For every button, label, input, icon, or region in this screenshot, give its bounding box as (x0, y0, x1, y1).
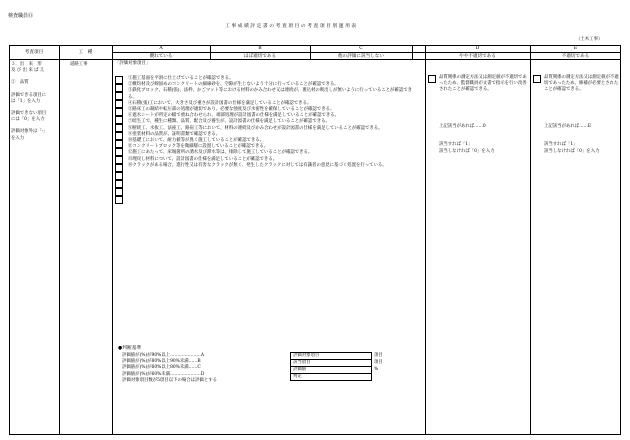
eval-item: ④石積(張)工において、大きさ及び重さが設計図書の仕様を満足していることが確認できる。 (128, 100, 312, 106)
checkbox-item-8[interactable] (115, 140, 123, 148)
col-header-a-letter: A (159, 46, 163, 51)
d-calc-2: 該当すれば「1」 (439, 142, 473, 147)
d-description: 品質関係の測定方法又は測定値が不適切であったため、監督職員が文書で指示を行い改善されたことが確認できる。 (439, 75, 527, 93)
checkbox-item-1[interactable] (115, 76, 123, 84)
checkbox-item-2[interactable] (115, 84, 123, 92)
summary-unit: 項目 (374, 360, 383, 365)
criteria-list (122, 353, 282, 384)
summary-row (291, 367, 386, 374)
criteria-line: 評価値が(%)が60%未満…………………D (122, 371, 205, 377)
checkbox-item-11[interactable] (115, 172, 123, 180)
eval-item: ⑭クラックがある場合、進行性又は有害なクラックが無く、発生したクラックに対しては有識者の意見に基づく処置を行っている。 (128, 162, 387, 168)
summary-label: 評価値 (291, 367, 372, 374)
e-description: 品質関係の測定方法又は測定値が不適切であったため、修補が必要とされたことが確認できる。 (544, 75, 619, 93)
checkbox-item-14[interactable] (115, 196, 123, 204)
checkbox-item-12[interactable] (115, 180, 123, 188)
page-title: 工 事 成 績 評 定 書 の 考 査 項 目 の 考 査 項 目 別 運 用 表 (225, 24, 357, 29)
note-line: 評価対象外は「-」 (11, 129, 48, 135)
col-header-d-desc: やや不適切である (459, 54, 496, 59)
left-notes (11, 62, 57, 142)
summary-label: 判定 (291, 374, 372, 381)
checkbox-d[interactable] (428, 75, 436, 83)
eval-item: ⑧断続工、水抜工、法座工、路肩工等において、材料の連続及びかみ合わせが設計図書の仕様を満足していることが確認できる。 (128, 125, 383, 131)
summary-unit: % (374, 367, 379, 372)
col-header-c-letter: C (359, 46, 363, 51)
checkbox-item-8b[interactable] (115, 148, 123, 156)
checkbox-e[interactable] (533, 75, 541, 83)
checkbox-item-6[interactable] (115, 124, 123, 132)
eval-item: ②敷均材及び締固めのコンクリートの細線砂を、空隙が生じないよう十分に行っていることが確認できる。 (128, 82, 339, 88)
eval-item: ⑨塗装材料の品質が、証明書類で確認できる。 (128, 131, 221, 137)
d-calc-1: 上記該当があれば……0 (439, 124, 486, 129)
col-header-a-desc: 優れている (149, 54, 173, 59)
category-label: （土木工事） (576, 37, 603, 42)
eval-item: ⑤路床工の凝結や転圧部の処理が適切であり、必要な強度及び水密性を確保していることが確認できる。 (128, 107, 335, 113)
note-line: 評価できない項目 (11, 111, 47, 117)
summary-label: 該当項目 (291, 360, 372, 367)
eval-item: ⑪コンクリートブロック等を微細層に設置していることが確認できる。 (128, 144, 269, 150)
e-calc-2: 該当すれば「1」 (544, 142, 578, 147)
eval-header: 「評価対象項目」 (115, 61, 151, 66)
criteria-line: 評価値が(%)が80%以上90%未満……B (122, 359, 201, 365)
note-line: は「1」を入力 (11, 98, 41, 104)
checkbox-item-3[interactable] (115, 92, 123, 100)
note-line: には「0」を入力 (11, 117, 45, 123)
summary-unit: 項目 (374, 353, 383, 358)
criteria-heading: ●判断基準 (118, 346, 142, 351)
checkbox-item-13[interactable] (115, 188, 123, 196)
col-header-e-letter: E (573, 46, 578, 51)
eval-item: ⑬埋戻し材料について、設計図書の仕様を満足していることが確認できる。 (128, 156, 278, 162)
criteria-line: 評価値が(%)が60%以上80%未満……C (122, 365, 201, 371)
summary-label: 評価対象項目 (291, 353, 372, 360)
checkbox-item-5[interactable] (115, 116, 123, 124)
col-header-d-letter: D (475, 46, 480, 51)
d-calc-3: 該当しなければ「0」を入力 (439, 149, 495, 154)
eval-item: ⑫施工にあたって、床堀箇所の湧水及び滞水等は、排除して施工していることが確認できる。 (128, 150, 313, 156)
note-line: ３．出 来 形 (11, 62, 42, 67)
criteria-line: 評価対象項目数が5項目以下の場合は評価とする (122, 377, 217, 383)
col-header-c-desc: 他の評価に該当しない (338, 54, 384, 59)
checkbox-item-4[interactable] (115, 108, 123, 116)
eval-item: ⑦暗生工で、種生に種類、品質、配合及び養生が、設計図書の仕様を満足していることが確認できる。 (128, 119, 330, 125)
summary-row (291, 374, 386, 381)
note-line: 及 び 出 来 ば え (11, 68, 45, 74)
eval-item: ⑩基礎工において、耐力値等が異く施工していることが確認できる。 (128, 138, 265, 144)
col-header-b-letter: B (258, 46, 262, 51)
eval-item: ①施工基面を平滑に仕上げていることが確認できる。 (128, 76, 234, 81)
checkbox-item-9[interactable] (115, 156, 123, 164)
col-header-e-desc: 不適切である (561, 54, 590, 59)
summary-row (291, 360, 386, 367)
note-line: ② 品質 (11, 80, 29, 86)
form-label: 検査職員⑪ (8, 13, 34, 19)
e-calc-1: 上記該当があれば……E (544, 124, 592, 129)
summary-unit (372, 374, 386, 381)
checkbox-item-7[interactable] (115, 132, 123, 140)
checkbox-item-10[interactable] (115, 164, 123, 172)
col-header-type: 工 種 (78, 50, 93, 55)
col-header-b-desc: ほぼ適切である (243, 54, 277, 59)
work-type: 道路工事 (70, 62, 88, 67)
checkbox-item-3b[interactable] (115, 100, 123, 108)
eval-item: ⑥遮水シートが所定の幅で重ね合わせられ、端部処理が設計図書の仕様を満足していることが確認できる。 (128, 113, 340, 119)
note-line: を入力 (11, 135, 25, 141)
e-calc-3: 該当しなければ「0」を入力 (544, 149, 600, 154)
note-line: 評価できる項目に (11, 92, 47, 98)
criteria-line: 評価値が(%)が90%以上…………………A (122, 353, 204, 358)
summary-table (290, 352, 386, 381)
col-header-item: 考査項目 (24, 50, 44, 55)
summary-row (291, 353, 386, 360)
eval-items-list (128, 76, 423, 169)
eval-item: ③鉄化ブロック、石積(張)、法枠、かごマット等における材料のかみ合わせ又は連続が、裏込材の吸出しが無いように行っていることが確認できる。 (128, 88, 412, 100)
